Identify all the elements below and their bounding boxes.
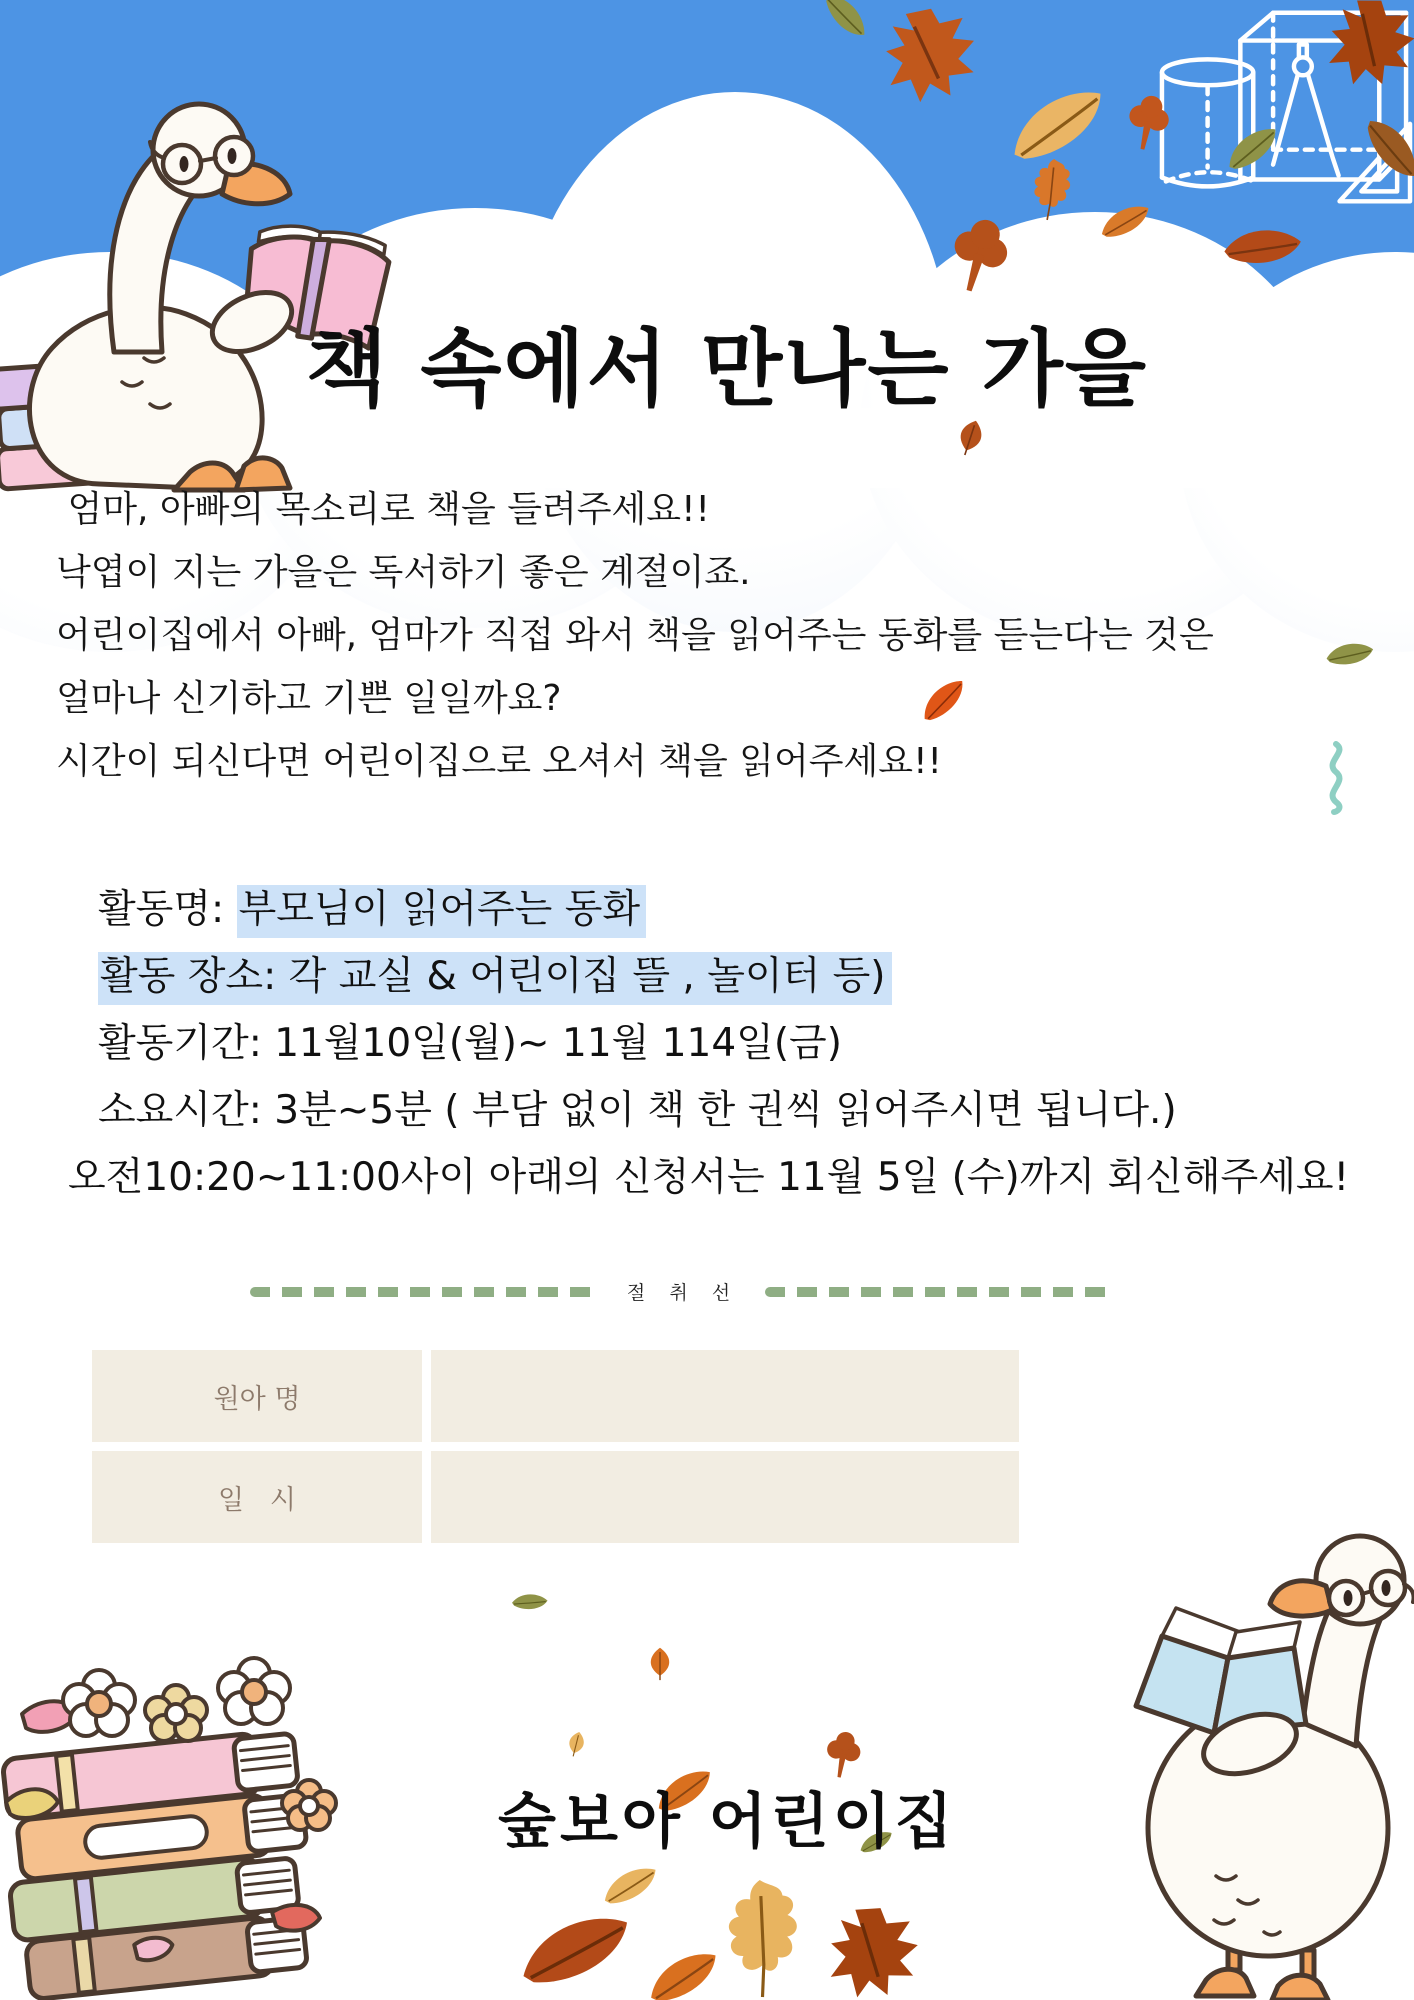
activity-name-line	[98, 876, 1349, 943]
reading-goose-icon	[1078, 1528, 1414, 2000]
activity-name-value: 부모님이 읽어주는 동화	[237, 885, 647, 938]
activity-place-value: 활동 장소: 각 교실 & 어린이집 뜰 , 놀이터 등)	[98, 952, 892, 1005]
intro-line: 낙엽이 지는 가을은 독서하기 좋은 계절이죠.	[56, 552, 751, 593]
autumn-leaf-icon	[816, 1896, 932, 2000]
autumn-leaf-icon	[1095, 194, 1155, 245]
cut-dashes-right	[765, 1287, 1116, 1297]
intro-line: 시간이 되신다면 어린이집으로 오셔서 책을 읽어주세요!!	[56, 741, 942, 782]
teal-squiggle-icon	[1322, 742, 1350, 814]
reply-deadline-line: 오전10:20~11:00사이 아래의 신청서는 11월 5일 (수)까지 회신해주세요!	[68, 1155, 1350, 1200]
intro-line: 어린이집에서 아빠, 엄마가 직접 와서 책을 읽어주는 동화를 듣는다는 것은	[56, 615, 1214, 656]
intro-line: 얼마나 신기하고 기쁜 일일까요?	[56, 678, 562, 719]
autumn-leaf-icon	[712, 1875, 817, 2000]
cut-line	[250, 1278, 1116, 1305]
form-label-child-name: 원아 명	[92, 1350, 422, 1442]
form-value-date	[431, 1451, 1019, 1543]
activity-duration-line: 소요시간: 3분~5분 ( 부담 없이 책 한 권씩 읽어주시면 됩니다.)	[98, 1088, 1177, 1133]
book-stack-icon	[4, 1596, 344, 2000]
form-value-child-name	[431, 1350, 1019, 1442]
intro-line: 엄마, 아빠의 목소리로 책을 들려주세요!!	[56, 489, 710, 530]
daycare-name: 숲보아 어린이집	[498, 1787, 957, 1857]
activity-name-label: 활동명:	[98, 887, 237, 932]
autumn-leaf-icon	[1026, 156, 1078, 225]
autumn-leaf-icon	[1323, 632, 1376, 674]
autumn-leaf-icon	[639, 1940, 727, 2000]
activity-period-line: 활동기간: 11월10일(월)~ 11월 114일(금)	[98, 1021, 842, 1066]
cut-line-label: 절 취 선	[626, 1282, 740, 1304]
reply-form-table	[92, 1350, 1019, 1543]
activity-details	[68, 876, 1350, 1211]
autumn-leaf-icon	[591, 1860, 668, 1908]
autumn-leaf-icon	[556, 1717, 595, 1772]
form-label-date: 일 시	[92, 1451, 422, 1543]
cut-dashes-left	[250, 1287, 601, 1297]
autumn-leaf-icon	[642, 1640, 678, 1690]
reading-goose-icon	[0, 52, 424, 492]
activity-place-line	[98, 943, 1349, 1010]
intro-paragraph	[56, 478, 1214, 793]
autumn-leaf-icon	[875, 0, 986, 127]
autumn-leaf-icon	[508, 1581, 552, 1621]
page-title: 책 속에서 만나는 가을	[306, 320, 1149, 418]
autumn-leaf-icon	[512, 1902, 638, 1992]
